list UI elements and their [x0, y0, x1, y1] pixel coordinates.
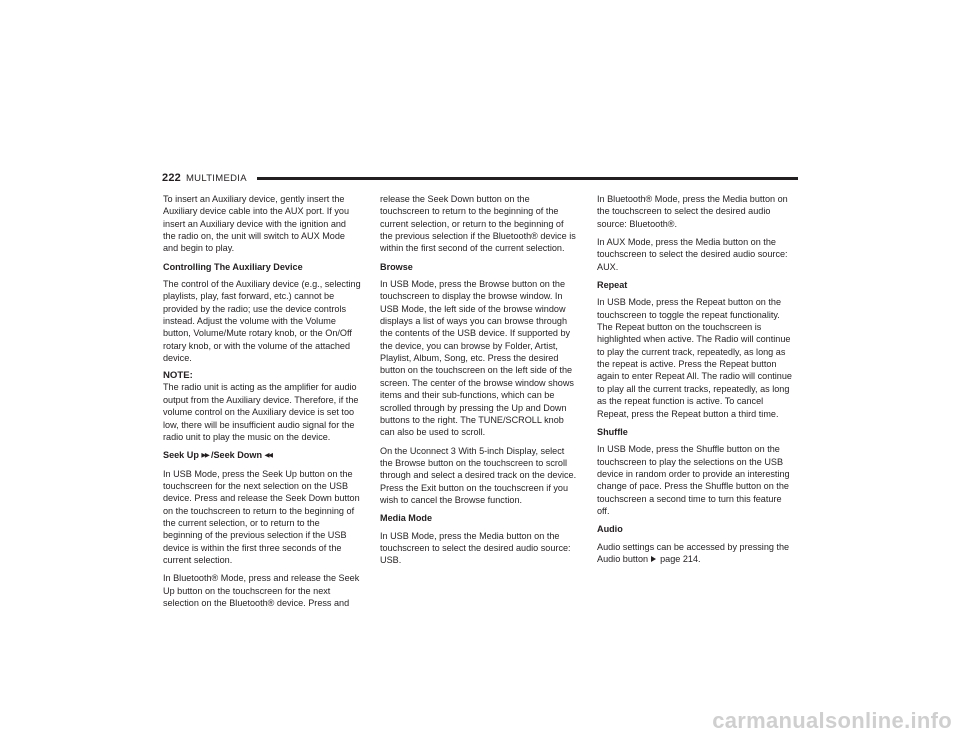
aux-insert-paragraph: To insert an Auxiliary device, gently insert the Auxiliary device cable into the AUX port. If you insert an Auxiliary device with the ignition and the radio on, the unit will switch to AUX Mode and begin to play. [163, 194, 350, 254]
seek-usb-paragraph: In USB Mode, press the Seek Up button on the touchscreen for the next selection on the USB device. Press and release the Seek Down button on the touchscreen to return to the beginning of the current selection, or to return to the beginning of the previous selection if the USB device is within the first three seconds of the current selection. [163, 468, 360, 565]
browse-uconnect-paragraph: On the Uconnect 3 With 5-inch Display, select the Browse button on the touchscreen to scroll through and select a desired track on the device. Press the Exit button on the touchscreen if you wish to cancel the Browse function. [380, 445, 577, 505]
page-header [162, 170, 798, 186]
repeat-heading: Repeat [597, 280, 628, 291]
audio-text: Audio settings can be accessed by pressing the Audio button [597, 541, 790, 564]
seek-down-label: /Seek Down [210, 450, 262, 461]
column-3 [597, 193, 795, 571]
note-label: NOTE: [163, 370, 193, 382]
page-reference-arrow-icon [651, 556, 656, 562]
column-2 [380, 193, 578, 573]
aux-control-paragraph: The control of the Auxiliary device (e.g., selecting playlists, play, fast forward, etc.) cannot be provided by the radio; use the device controls instead. Adjust the volume with the Volume button, Volume/Mute rotary knob, or the On/Off rotary knob, or with the volume of the attached device. [163, 279, 361, 364]
audio-paragraph [597, 541, 795, 566]
column-1 [163, 193, 361, 615]
media-usb-paragraph: In USB Mode, press the Media button on the touchscreen to select the desired audio source: USB. [380, 530, 571, 566]
seek-up-label: Seek Up [163, 450, 199, 461]
seek-bluetooth-paragraph: In Bluetooth® Mode, press and release the Seek Up button on the touchscreen for the next selection on the Bluetooth® device. Press and [163, 573, 360, 608]
media-mode-heading: Media Mode [380, 513, 433, 524]
watermark: carmanualsonline.info [712, 708, 952, 733]
shuffle-paragraph: In USB Mode, press the Shuffle button on the touchscreen to play the selections on the USB device in random order to provide an interesting change of pace. Press the Shuffle button on the touchscreen a second time to turn this feature off. [597, 444, 790, 516]
note-text: The radio unit is acting as the amplifier for audio output from the Auxiliary device. Therefore, if the volume control on the Auxiliary device is set too low, there will be insufficient audio signal for the radio unit to play the music on the device. [163, 382, 359, 442]
media-aux-paragraph: In AUX Mode, press the Media button on the touchscreen to select the desired audio source: AUX. [597, 237, 788, 272]
audio-page-reference[interactable]: page 214. [660, 553, 701, 564]
page-number: 222 [162, 172, 181, 184]
audio-heading: Audio [597, 524, 623, 535]
repeat-paragraph: In USB Mode, press the Repeat button on the touchscreen to toggle the repeat functionality. The Repeat button on the touchscreen is highlighted when active. The Radio will continue to play the current track, repeatedly, as long as the repeat is active. Press the Repeat button again to enter Repeat All. The radio will continue to play all the current tracks, repeatedly, as long as the repeat function is active. To cancel Repeat, press the Repeat button a third time. [597, 297, 792, 419]
shuffle-heading: Shuffle [597, 426, 628, 437]
note-block [163, 370, 361, 443]
section-title: MULTIMEDIA [185, 172, 247, 184]
seek-continued-paragraph: release the Seek Down button on the touchscreen to return to the beginning of the current selection, or return to the beginning of the previous selection if the Bluetooth® device is within the first second of the current selection. [380, 194, 576, 254]
header-rule [257, 177, 798, 180]
media-bluetooth-paragraph: In Bluetooth® Mode, press the Media button on the touchscreen to select the desired audio source: Bluetooth®. [597, 194, 788, 229]
seek-up-icon: ▶▶ [201, 452, 209, 460]
browse-usb-paragraph: In USB Mode, press the Browse button on the touchscreen to display the browse window. In USB Mode, the left side of the browse window displays a list of ways you can browse through the contents of the USB device. If supported by the device, you can browse by Folder, Artist, Playlist, Album, Song, etc. Press the desired button on the touchscreen on the left side of the screen. The center of the browse window shows items and their sub-functions, which can be scrolled through by pressing the Up and Down buttons to the right. The TUNE/SCROLL knob can also be used to scroll. [380, 279, 574, 438]
seek-down-icon: ◀◀ [264, 452, 272, 460]
controlling-aux-heading: Controlling The Auxiliary Device [163, 261, 303, 272]
browse-heading: Browse [380, 261, 413, 272]
seek-heading [163, 449, 361, 462]
